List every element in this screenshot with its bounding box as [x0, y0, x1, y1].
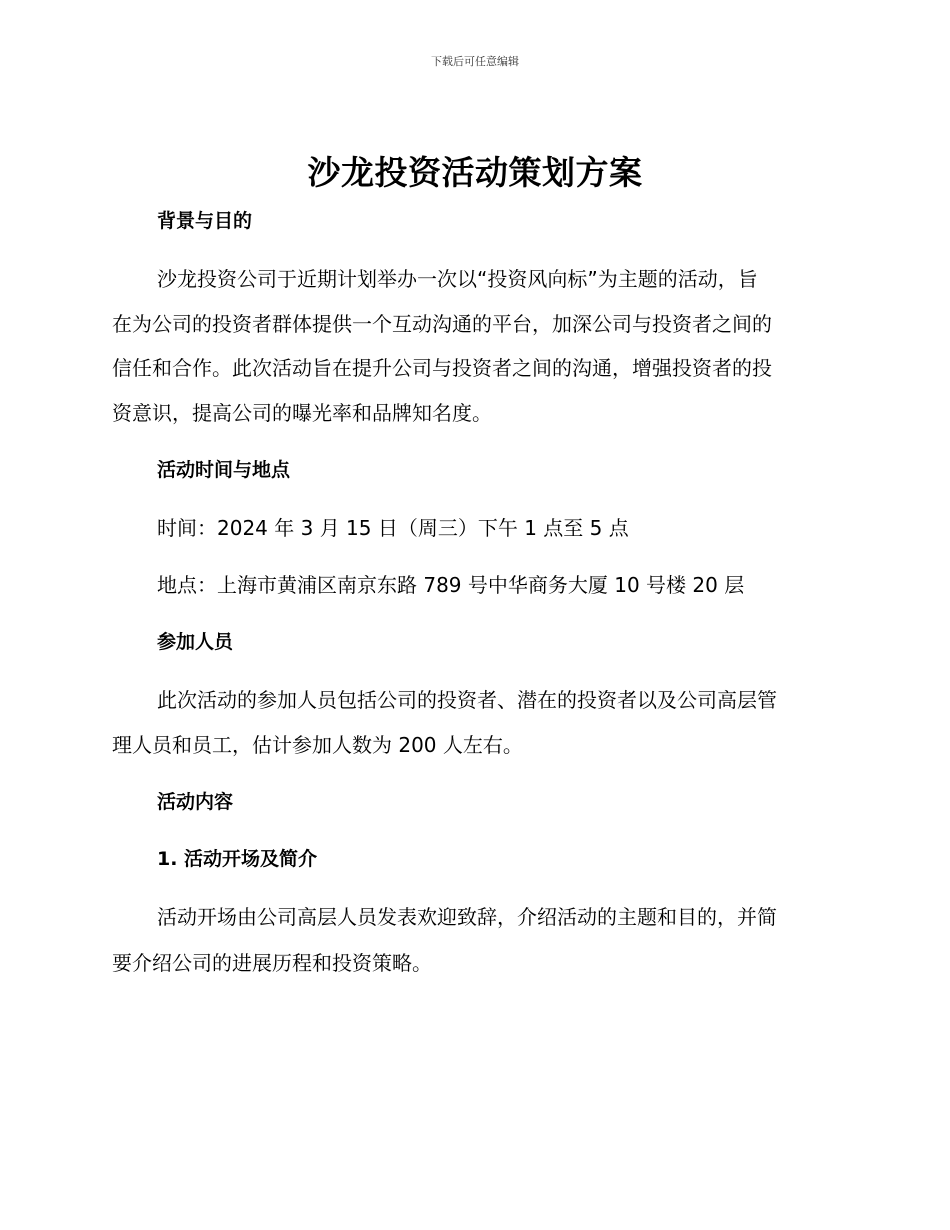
section-heading-background: 背景与目的 [157, 210, 253, 232]
section-heading-participants: 参加人员 [157, 631, 234, 653]
paragraph-line: 要介绍公司的进展历程和投资策略。 [112, 951, 432, 975]
paragraph-line: 理人员和员工，估计参加人数为 200 人左右。 [112, 733, 523, 757]
document-title: 沙龙投资活动策划方案 [307, 153, 643, 192]
paragraph-line: 沙龙投资公司于近期计划举办一次以“投资风向标”为主题的活动，旨 [157, 267, 758, 291]
paragraph-line: 信任和合作。此次活动旨在提升公司与投资者之间的沟通，增强投资者的投 [112, 356, 772, 380]
section-heading-time-place: 活动时间与地点 [157, 459, 291, 481]
section-heading-content: 活动内容 [157, 791, 234, 813]
paragraph-line: 在为公司的投资者群体提供一个互动沟通的平台，加深公司与投资者之间的 [112, 312, 772, 336]
header-note: 下载后可任意编辑 [431, 55, 519, 68]
subsection-heading-opening: 1. 活动开场及简介 [157, 848, 318, 870]
paragraph-line: 此次活动的参加人员包括公司的投资者、潜在的投资者以及公司高层管 [157, 688, 777, 712]
event-place: 地点：上海市黄浦区南京东路 789 号中华商务大厦 10 号楼 20 层 [157, 573, 745, 597]
paragraph-line: 资意识，提高公司的曝光率和品牌知名度。 [112, 401, 492, 425]
paragraph-line: 活动开场由公司高层人员发表欢迎致辞，介绍活动的主题和目的，并简 [157, 905, 777, 929]
event-time: 时间：2024 年 3 月 15 日（周三）下午 1 点至 5 点 [157, 516, 629, 540]
